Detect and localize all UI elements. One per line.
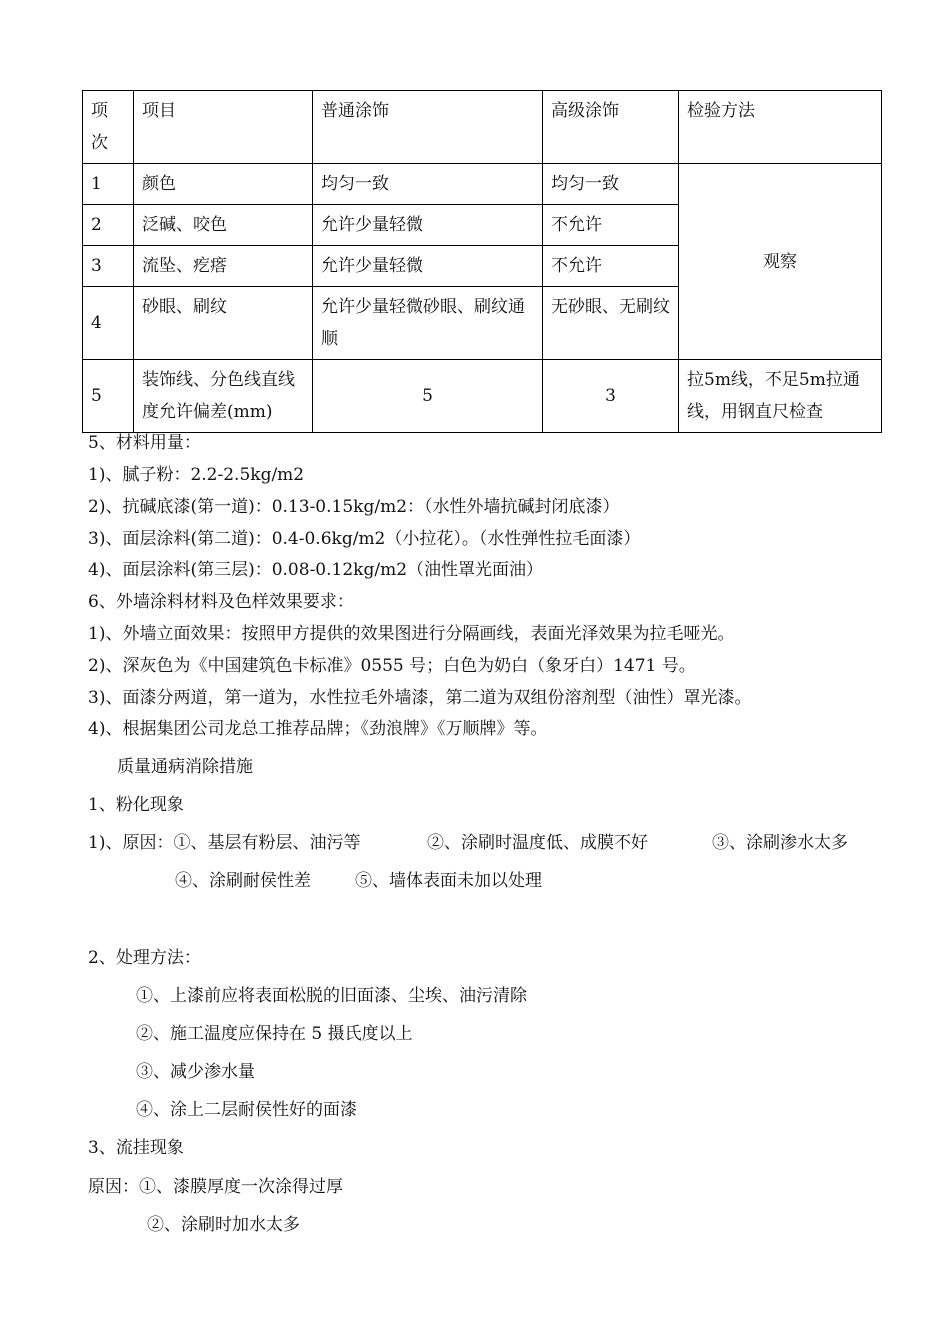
header-advanced: 高级涂饰	[543, 91, 679, 164]
method-observe: 观察	[679, 164, 882, 360]
heading-sagging: 3、流挂现象	[88, 1138, 184, 1158]
list-item: ②、涂刷时加水太多	[147, 1215, 300, 1235]
heading-material-usage: 5、材料用量：	[88, 433, 201, 453]
paragraph: 1)、原因：①、基层有粉层、油污等	[88, 833, 361, 853]
row-normal: 均匀一致	[313, 164, 543, 205]
paragraph: 2)、深灰色为《中国建筑色卡标准》0555 号；白色为奶白（象牙白）1471 号。	[88, 656, 696, 676]
heading-color-requirements: 6、外墙涂料材料及色样效果要求：	[88, 592, 354, 612]
row-no: 3	[83, 246, 134, 287]
paragraph: 3)、面漆分两道，第一道为，水性拉毛外墙漆，第二道为双组份溶剂型（油性）罩光漆。	[88, 688, 752, 708]
row-item: 流坠、疙瘩	[134, 246, 313, 287]
row-item: 装饰线、分色线直线度允许偏差(mm)	[134, 360, 313, 433]
paragraph: ②、涂刷时温度低、成膜不好	[427, 833, 648, 853]
table-row	[83, 164, 882, 205]
list-item: ①、上漆前应将表面松脱的旧面漆、尘埃、油污清除	[136, 986, 527, 1006]
paragraph: ⑤、墙体表面未加以处理	[355, 871, 542, 891]
row-normal: 允许少量轻微砂眼、刷纹通顺	[313, 287, 543, 360]
paragraph: ④、涂刷耐侯性差	[175, 871, 311, 891]
row-no: 1	[83, 164, 134, 205]
paragraph: 1)、外墙立面效果：按照甲方提供的效果图进行分隔画线，表面光泽效果为拉毛哑光。	[88, 624, 735, 644]
row-method: 拉5m线，不足5m拉通线，用钢直尺检查	[679, 360, 882, 433]
paragraph: 4)、根据集团公司龙总工推荐品牌；《劲浪牌》《万顺牌》等。	[88, 719, 548, 739]
header-item-no: 项 次	[83, 91, 134, 164]
heading-treatment: 2、处理方法：	[88, 948, 201, 968]
row-advanced: 3	[543, 360, 679, 433]
paragraph: ③、涂刷渗水太多	[712, 833, 848, 853]
paragraph: 原因：①、漆膜厚度一次涂得过厚	[88, 1177, 343, 1197]
row-item: 砂眼、刷纹	[134, 287, 313, 360]
list-item: ②、施工温度应保持在 5 摄氏度以上	[136, 1024, 413, 1044]
paragraph: 2)、抗碱底漆(第一道)：0.13-0.15kg/m2：（水性外墙抗碱封闭底漆）	[88, 497, 620, 517]
row-advanced: 无砂眼、无刷纹	[543, 287, 679, 360]
paragraph: 1)、腻子粉：2.2-2.5kg/m2	[88, 465, 305, 485]
header-item: 项目	[134, 91, 313, 164]
table-header-row	[83, 91, 882, 164]
row-normal: 允许少量轻微	[313, 205, 543, 246]
row-item: 颜色	[134, 164, 313, 205]
heading-chalking: 1、粉化现象	[88, 795, 184, 815]
row-normal: 5	[313, 360, 543, 433]
row-advanced: 均匀一致	[543, 164, 679, 205]
row-normal: 允许少量轻微	[313, 246, 543, 287]
row-no: 2	[83, 205, 134, 246]
row-advanced: 不允许	[543, 246, 679, 287]
section-title: 质量通病消除措施	[117, 757, 253, 777]
paragraph: 3)、面层涂料(第二道)：0.4-0.6kg/m2（小拉花）。（水性弹性拉毛面漆）	[88, 529, 641, 549]
row-advanced: 不允许	[543, 205, 679, 246]
paragraph: 4)、面层涂料(第三层)：0.08-0.12kg/m2（油性罩光面油）	[88, 560, 544, 580]
list-item: ④、涂上二层耐侯性好的面漆	[136, 1100, 357, 1120]
list-item: ③、减少渗水量	[136, 1062, 255, 1082]
row-item: 泛碱、咬色	[134, 205, 313, 246]
table-row	[83, 360, 882, 433]
row-no: 4	[83, 287, 134, 360]
header-method: 检验方法	[679, 91, 882, 164]
header-normal: 普通涂饰	[313, 91, 543, 164]
row-no: 5	[83, 360, 134, 433]
quality-spec-table	[82, 90, 882, 433]
